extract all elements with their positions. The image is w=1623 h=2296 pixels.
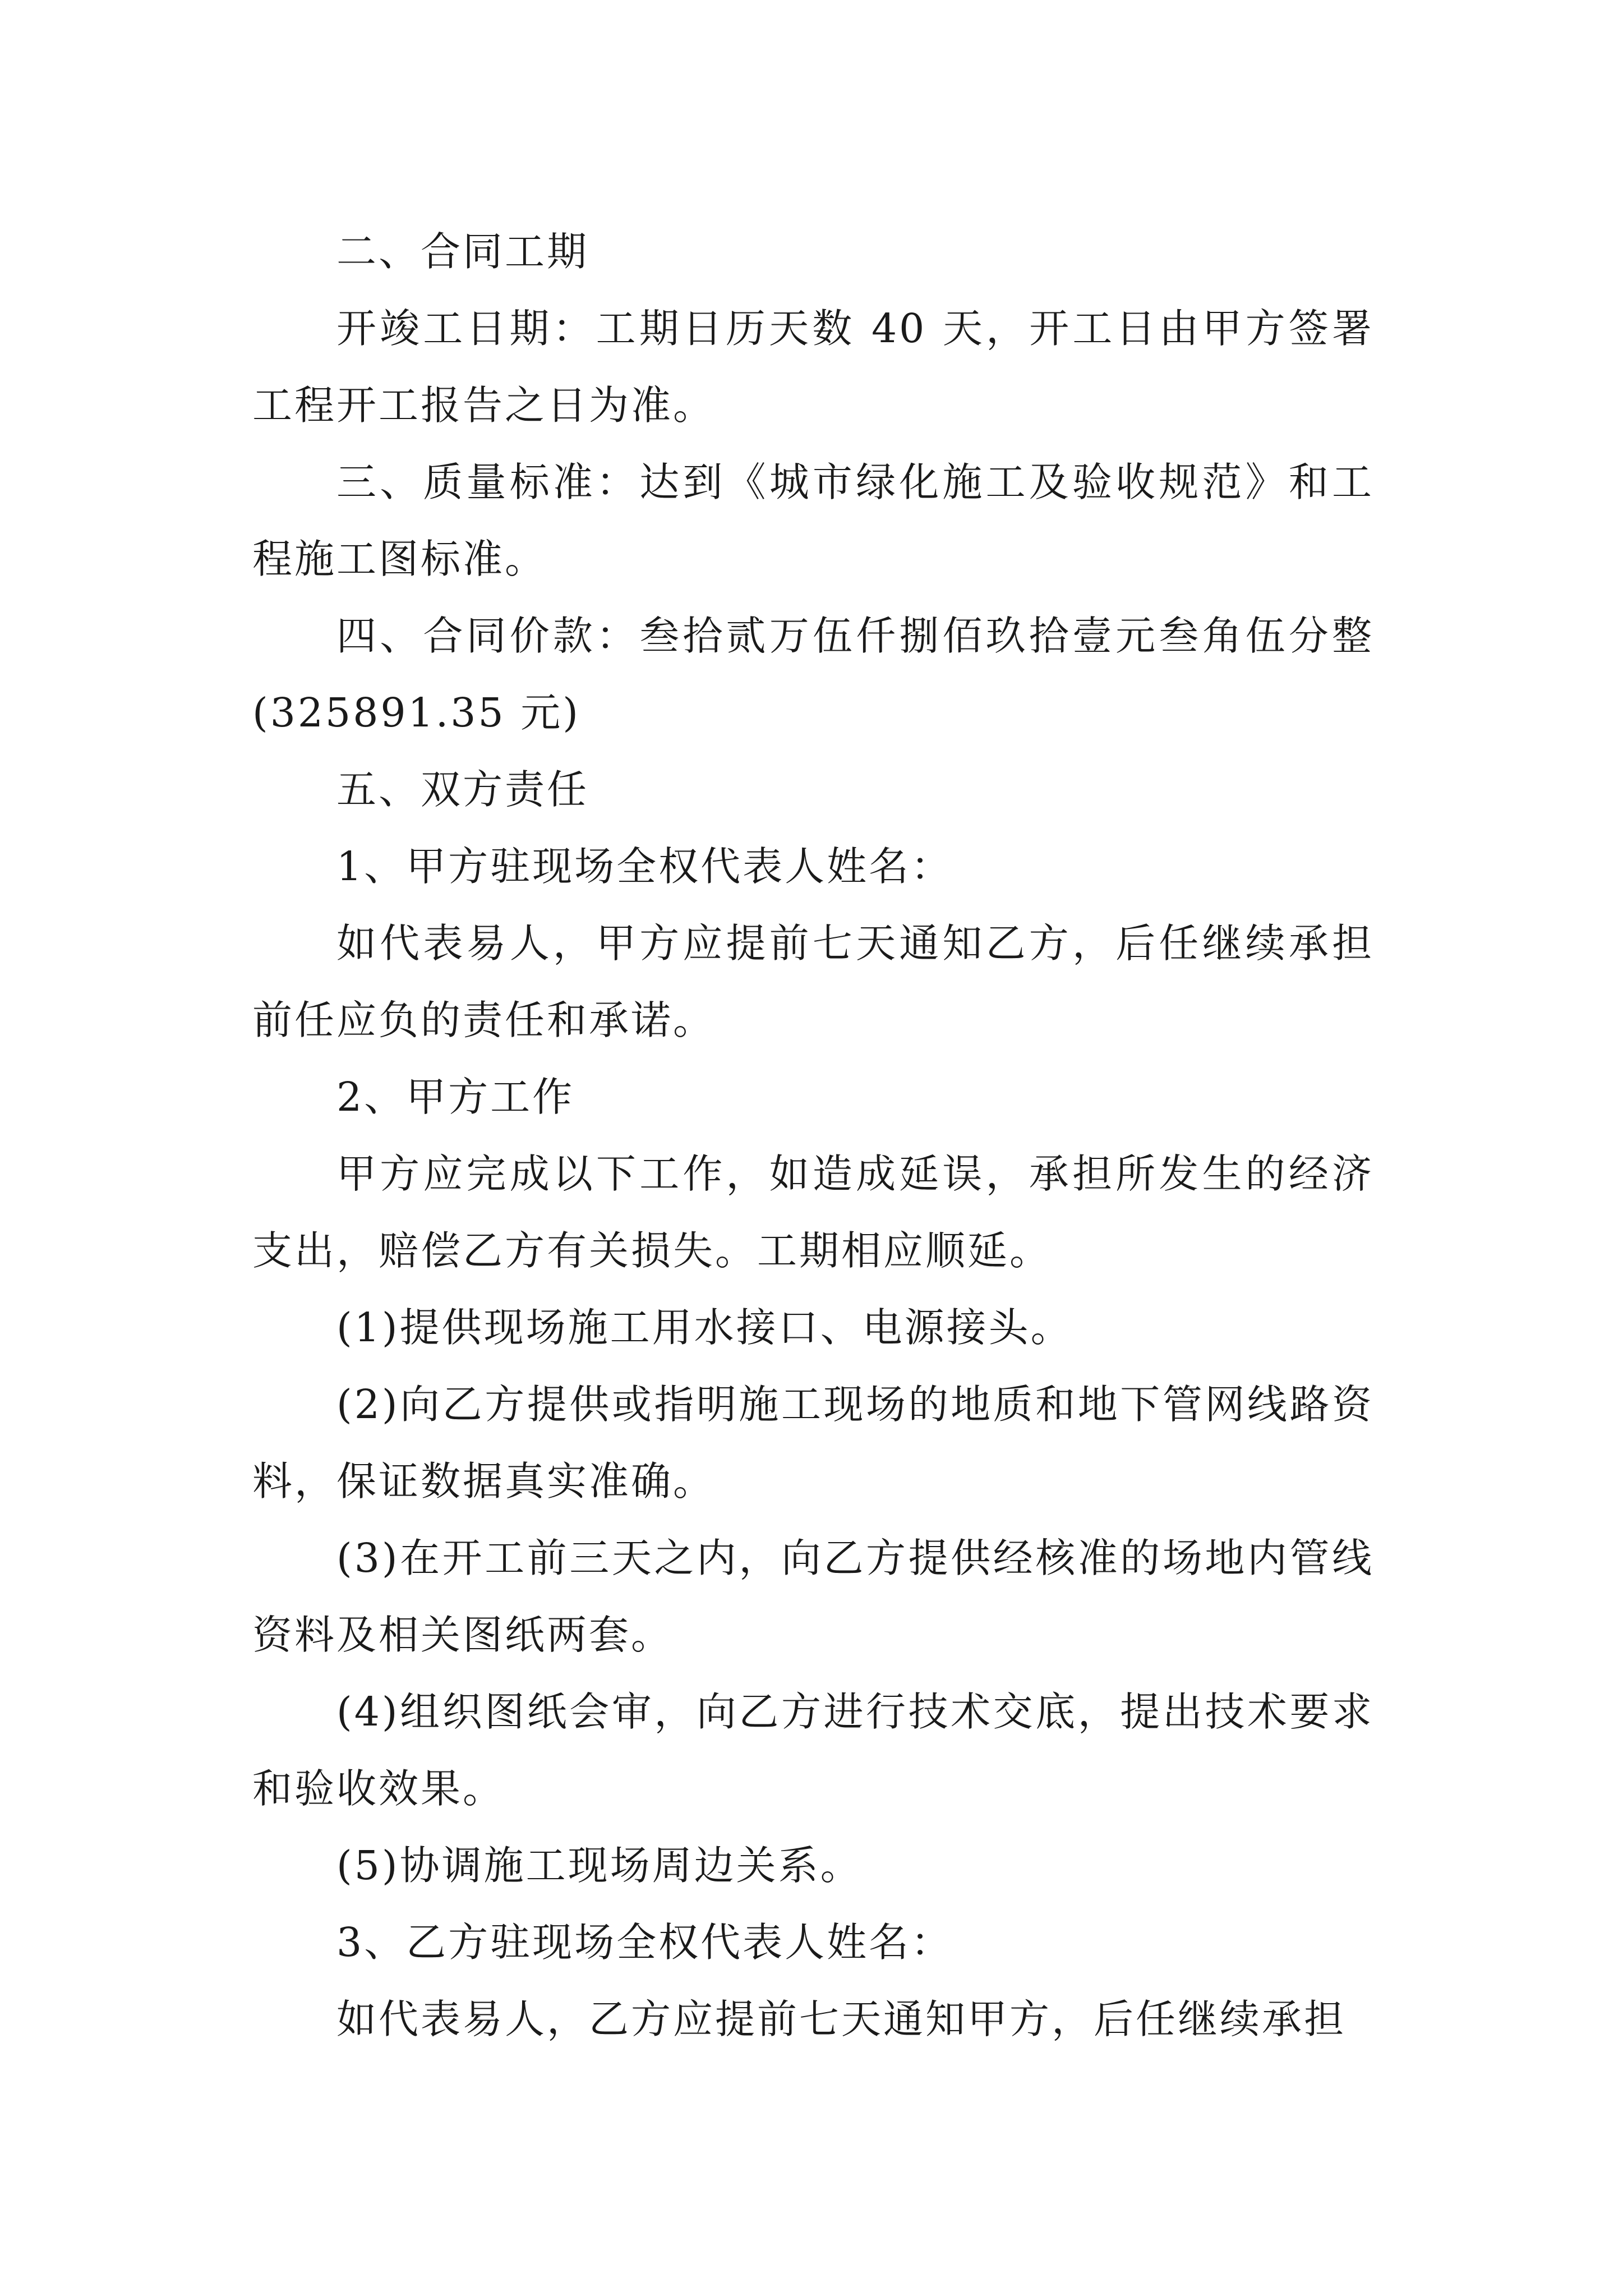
item-party-a-representative: 1、甲方驻现场全权代表人姓名： (336, 843, 953, 890)
paragraph-start-end-dates: 开竣工日期：工期日历天数 40 天，开工日由甲方签署工程开工报告之日为准。 (252, 305, 1374, 429)
list-item-2: (2)向乙方提供或指明施工现场的地质和地下管网线路资料，保证数据真实准确。 (252, 1381, 1374, 1504)
section-heading-contract-period: 二、合同工期 (336, 228, 589, 275)
paragraph-party-b-replacement: 如代表易人，乙方应提前七天通知甲方，后任继续承担 (336, 1996, 1347, 2042)
contract-body (252, 213, 1374, 2058)
section-heading-contract-price: 四、合同价款：叁拾贰万伍仟捌佰玖拾壹元叁角伍分整(325891.35 元) (252, 613, 1374, 736)
paragraph-party-a-replacement: 如代表易人，甲方应提前七天通知乙方，后任继续承担前任应负的责任和承诺。 (252, 920, 1374, 1043)
list-item-5: (5)协调施工现场周边关系。 (336, 1842, 863, 1889)
list-item-3: (3)在开工前三天之内，向乙方提供经核准的场地内管线资料及相关图纸两套。 (252, 1535, 1374, 1658)
list-item-4: (4)组织图纸会审，向乙方进行技术交底，提出技术要求和验收效果。 (252, 1688, 1374, 1812)
section-heading-quality-standard: 三、质量标准：达到《城市绿化施工及验收规范》和工程施工图标准。 (252, 459, 1374, 582)
section-heading-responsibilities: 五、双方责任 (336, 766, 589, 813)
paragraph-party-a-obligations: 甲方应完成以下工作，如造成延误，承担所发生的经济支出，赔偿乙方有关损失。工期相应顺延。 (252, 1151, 1374, 1274)
list-item-1: (1)提供现场施工用水接口、电源接头。 (336, 1304, 1073, 1351)
item-party-a-work: 2、甲方工作 (336, 1074, 575, 1120)
item-party-b-representative: 3、乙方驻现场全权代表人姓名： (336, 1919, 953, 1966)
